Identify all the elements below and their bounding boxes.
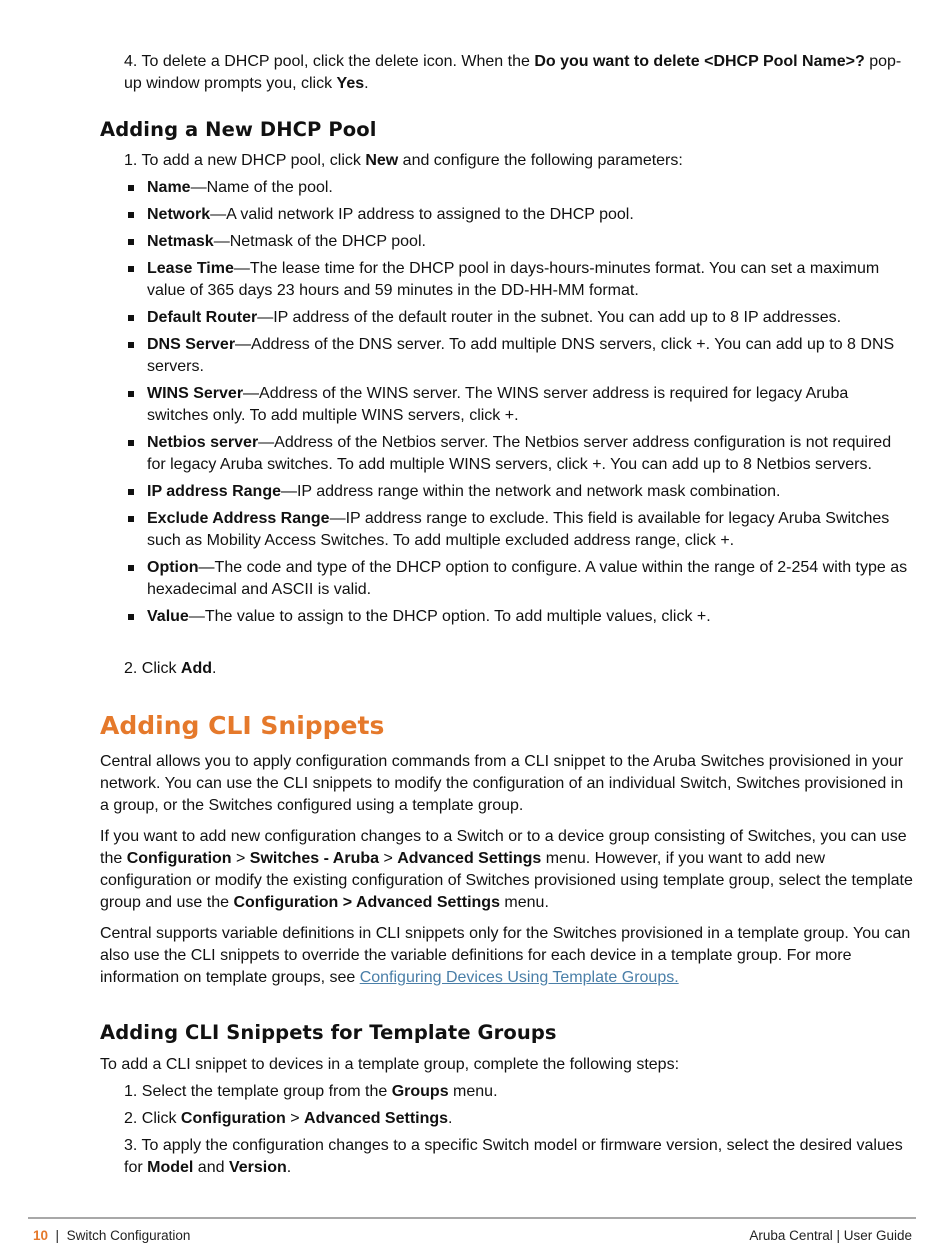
list-item: Option—The code and type of the DHCP option to configure. A value within the range of 2-254 with type as hexadecimal and ASCII is valid. <box>128 557 914 601</box>
footer-separator: | <box>55 1228 60 1243</box>
footer-doc-title: Aruba Central | User Guide <box>749 1228 912 1243</box>
bullet-icon <box>128 266 134 272</box>
cli-config-paragraph: If you want to add new configuration changes to a Switch or to a device group consisting of Switches, you can use the Configuration > Switches - Aruba > Advanced Settings menu. However, if you want to add new configuration or modify the existing configuration of Switches provisioned using template group, select the template group and use the Configuration > Advanced Settings menu. <box>100 828 913 911</box>
footer-divider <box>28 1217 916 1219</box>
list-item: DNS Server—Address of the DNS server. To add multiple DNS servers, click +. You can add up to 8 DNS servers. <box>128 334 914 378</box>
template-step-2: 2. Click Configuration > Advanced Settings. <box>124 1110 453 1127</box>
add-pool-step-2: 2. Click Add. <box>124 660 217 677</box>
bullet-icon <box>128 489 134 495</box>
list-item: Netmask—Netmask of the DHCP pool. <box>128 231 914 253</box>
list-item: Exclude Address Range—IP address range to exclude. This field is available for legacy Aruba Switches such as Mobility Access Switches. To add multiple excluded address range, click +. <box>128 508 914 552</box>
list-item: Default Router—IP address of the default router in the subnet. You can add up to 8 IP addresses. <box>128 307 914 329</box>
bullet-icon <box>128 185 134 191</box>
bullet-icon <box>128 614 134 620</box>
yes-text: Yes <box>336 75 365 92</box>
list-item: Lease Time—The lease time for the DHCP pool in days-hours-minutes format. You can set a maximum value of 365 days 23 hours and 59 minutes in the DD-HH-MM format. <box>128 258 914 302</box>
list-item: Netbios server—Address of the Netbios server. The Netbios server address configuration is not required for legacy Aruba switches. To add multiple WINS servers, click +. You can add up to 8 Netbios servers. <box>128 432 914 476</box>
template-groups-link[interactable]: Configuring Devices Using Template Groups. <box>359 969 679 986</box>
template-step-1: 1. Select the template group from the Groups menu. <box>124 1083 498 1100</box>
dhcp-parameter-list <box>128 177 914 628</box>
bullet-icon <box>128 440 134 446</box>
list-item: Name—Name of the pool. <box>128 177 914 199</box>
step-text: 4. To delete a DHCP pool, click the delete icon. When the <box>124 53 535 70</box>
template-groups-heading: Adding CLI Snippets for Template Groups <box>100 1021 557 1044</box>
add-pool-step-1: 1. To add a new DHCP pool, click New and configure the following parameters: <box>124 152 683 169</box>
list-item: WINS Server—Address of the WINS server. The WINS server address is required for legacy Aruba switches only. To add multiple WINS servers, click +. <box>128 383 914 427</box>
cli-intro-paragraph: Central allows you to apply configuration commands from a CLI snippet to the Aruba Switches provisioned in your network. You can use the CLI snippets to modify the configuration of an individual Switch, Switches provisioned in a group, or the Switches configured using a template group. <box>100 753 904 814</box>
delete-pool-step: 4. To delete a DHCP pool, click the delete icon. When the Do you want to delete <DHCP Pool Name>? pop-up window prompts you, click Yes. <box>124 53 902 92</box>
list-item: Value—The value to assign to the DHCP option. To add multiple values, click +. <box>128 606 914 628</box>
footer-section: Switch Configuration <box>66 1228 191 1243</box>
bullet-icon <box>128 239 134 245</box>
bullet-icon <box>128 315 134 321</box>
bullet-icon <box>128 565 134 571</box>
list-item: Network—A valid network IP address to assigned to the DHCP pool. <box>128 204 914 226</box>
dialog-title-text: Do you want to delete <DHCP Pool Name>? <box>534 53 865 70</box>
page-number: 10 <box>33 1228 49 1243</box>
template-intro: To add a CLI snippet to devices in a template group, complete the following steps: <box>100 1056 680 1073</box>
bullet-icon <box>128 391 134 397</box>
step-text: pop-up window prompts you, click <box>124 53 902 92</box>
cli-snippets-heading: Adding CLI Snippets <box>100 711 385 740</box>
dhcp-pool-heading: Adding a New DHCP Pool <box>100 118 377 141</box>
footer-left <box>33 1228 190 1243</box>
list-item: IP address Range—IP address range within the network and network mask combination. <box>128 481 914 503</box>
bullet-icon <box>128 212 134 218</box>
cli-variables-paragraph: Central supports variable definitions in CLI snippets only for the Switches provisioned in a template group. You can also use the CLI snippets to override the variable definitions for each device in a template group. For more information on template groups, see Configuring Devices Using Template Groups. <box>100 925 911 986</box>
bullet-icon <box>128 342 134 348</box>
bullet-icon <box>128 516 134 522</box>
template-step-3: 3. To apply the configuration changes to a specific Switch model or firmware version, select the desired values for Model and Version. <box>124 1137 903 1176</box>
